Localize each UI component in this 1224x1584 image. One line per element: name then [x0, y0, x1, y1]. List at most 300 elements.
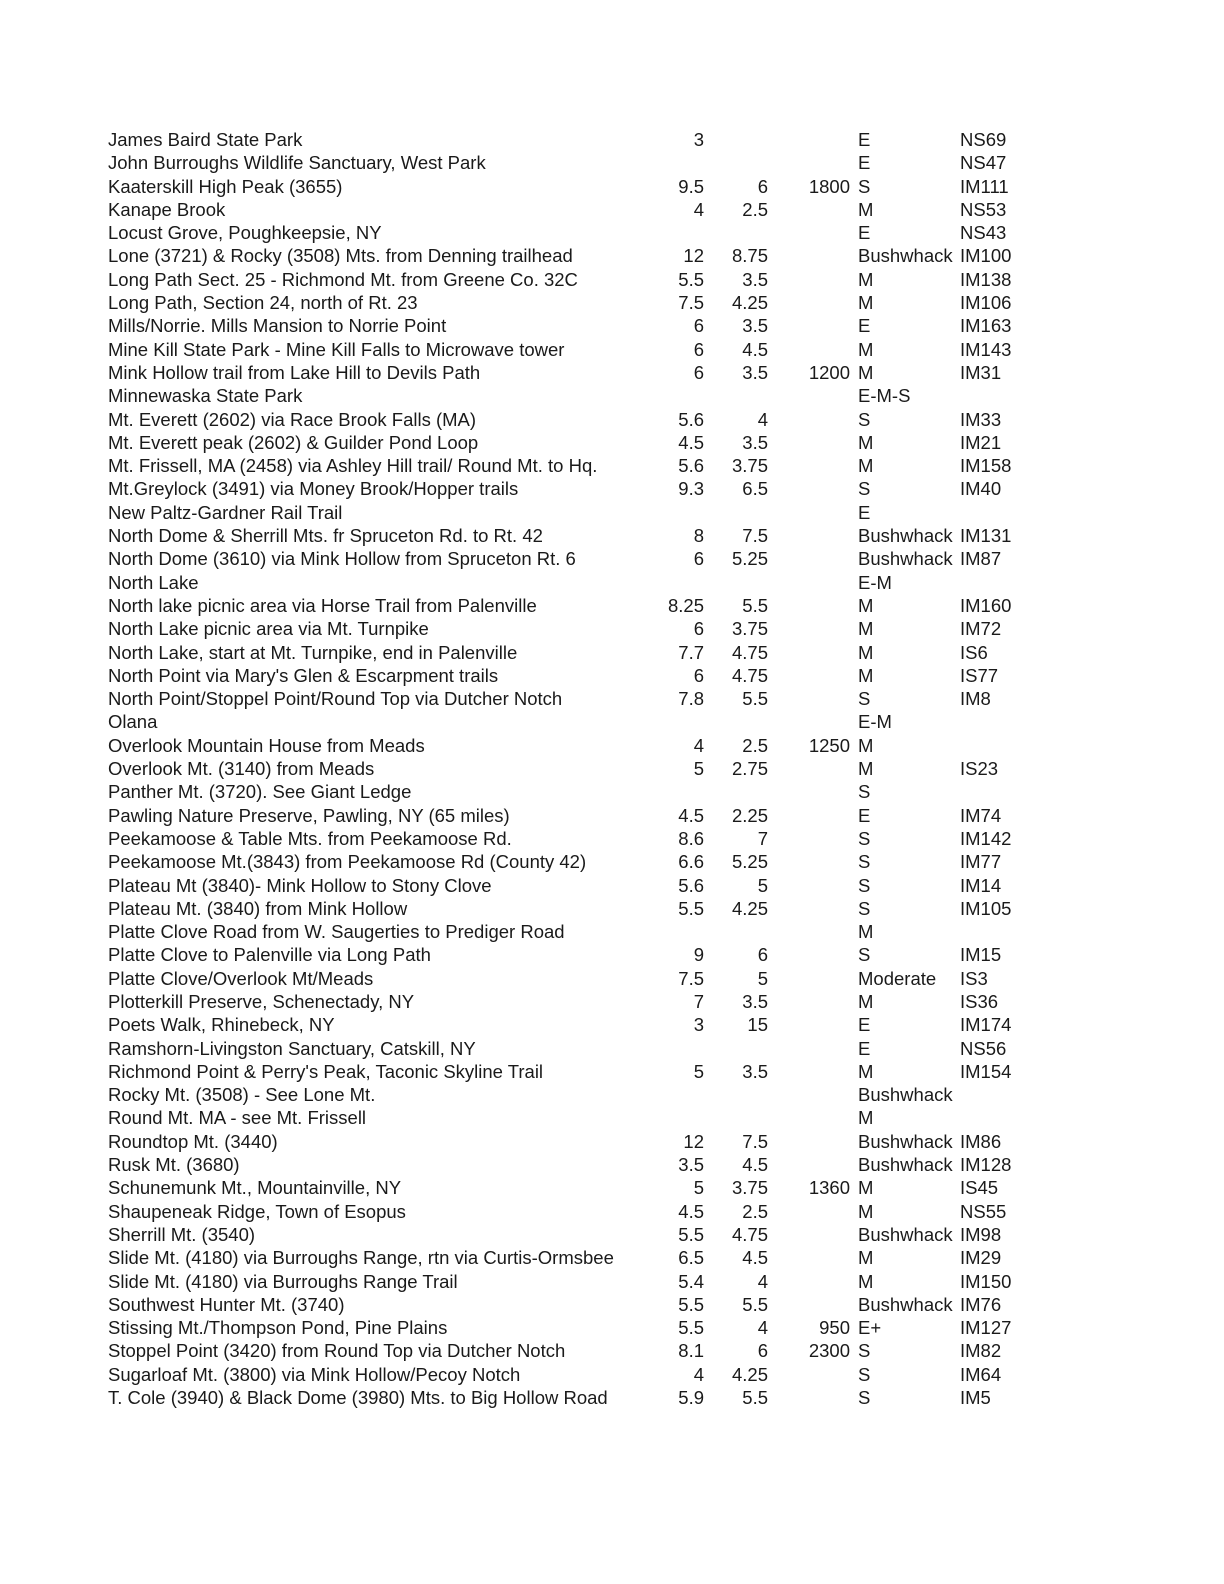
hike-code: IM64 [960, 1363, 1002, 1385]
hike-miles: 7.8 [678, 688, 704, 710]
hike-code: IM72 [960, 618, 1002, 640]
table-row [108, 408, 1118, 431]
hike-miles: 9 [693, 944, 704, 966]
hike-name: Sugarloaf Mt. (3800) via Mink Hollow/Pecoy Notch [108, 1363, 521, 1385]
hike-name: Platte Clove Road from W. Saugerties to Prediger Road [108, 921, 565, 943]
hike-miles: 9.3 [678, 478, 704, 500]
table-row [108, 1130, 1118, 1153]
hike-code: IM111 [960, 175, 1009, 197]
hike-hours: 5 [757, 874, 768, 896]
hike-hours: 4.75 [731, 664, 768, 686]
hike-code: IM160 [960, 594, 1012, 616]
hike-miles: 5.5 [678, 1293, 704, 1315]
hike-elevation: 2300 [808, 1340, 850, 1362]
hike-code: IM8 [960, 688, 991, 710]
hike-name: Stissing Mt./Thompson Pond, Pine Plains [108, 1317, 448, 1339]
hike-miles: 5.6 [678, 455, 704, 477]
hike-hours: 2.25 [731, 804, 768, 826]
hike-miles: 4 [693, 734, 704, 756]
hike-hours: 3.5 [742, 431, 768, 453]
hike-difficulty: M [858, 1107, 874, 1129]
hike-hours: 6 [757, 944, 768, 966]
hike-code: IM77 [960, 851, 1002, 873]
hike-difficulty: S [858, 1363, 871, 1385]
hike-name: Panther Mt. (3720). See Giant Ledge [108, 781, 412, 803]
hike-elevation: 1200 [808, 361, 850, 383]
hike-name: Overlook Mountain House from Meads [108, 734, 425, 756]
hike-elevation: 950 [819, 1317, 850, 1339]
table-row [108, 967, 1118, 990]
hike-hours: 4 [757, 408, 768, 430]
table-row [108, 1083, 1118, 1106]
hike-name: Mills/Norrie. Mills Mansion to Norrie Point [108, 315, 447, 337]
hike-miles: 6 [693, 338, 704, 360]
hike-code: IM74 [960, 804, 1002, 826]
hike-difficulty: M [858, 455, 874, 477]
hike-code: IM154 [960, 1060, 1012, 1082]
hike-hours: 7.5 [742, 1130, 768, 1152]
hike-miles: 9.5 [678, 175, 704, 197]
hike-miles: 7.5 [678, 967, 704, 989]
hike-miles: 5 [693, 1060, 704, 1082]
hike-name: Mt. Everett (2602) via Race Brook Falls (MA) [108, 408, 477, 430]
table-row [108, 1013, 1118, 1036]
table-row [108, 920, 1118, 943]
table-row [108, 943, 1118, 966]
hike-hours: 6.5 [742, 478, 768, 500]
hike-miles: 7.5 [678, 292, 704, 314]
table-row [108, 221, 1118, 244]
table-row [108, 431, 1118, 454]
hike-code: IM29 [960, 1247, 1002, 1269]
hike-miles: 8.6 [678, 827, 704, 849]
hike-difficulty: Bushwhack [858, 1084, 953, 1106]
hike-miles: 5.5 [678, 897, 704, 919]
hike-hours: 4 [757, 1317, 768, 1339]
hike-code: NS55 [960, 1200, 1007, 1222]
hike-difficulty: M [858, 1200, 874, 1222]
hike-name: James Baird State Park [108, 129, 303, 150]
hike-difficulty: M [858, 1270, 874, 1292]
hike-code: IM98 [960, 1223, 1002, 1245]
hike-hours: 3.75 [731, 1177, 768, 1199]
hike-code: NS56 [960, 1037, 1007, 1059]
hike-miles: 6.6 [678, 851, 704, 873]
hike-hours: 4.75 [731, 1223, 768, 1245]
hike-code: IM87 [960, 548, 1002, 570]
hike-hours: 4.25 [731, 897, 768, 919]
hike-name: Olana [108, 711, 158, 733]
hike-difficulty: E [858, 804, 871, 826]
hike-code: IS45 [960, 1177, 999, 1199]
table-row [108, 151, 1118, 174]
hike-difficulty: M [858, 198, 874, 220]
hike-code: IS36 [960, 990, 999, 1012]
table-row [108, 617, 1118, 640]
table-row [108, 128, 1118, 151]
hike-name: Lone (3721) & Rocky (3508) Mts. from Denning trailhead [108, 245, 573, 267]
hike-miles: 5.6 [678, 408, 704, 430]
hike-code: IM138 [960, 268, 1012, 290]
hike-code: IS77 [960, 664, 999, 686]
hike-hours: 4.5 [742, 1154, 768, 1176]
table-row [108, 641, 1118, 664]
hike-code: IM128 [960, 1154, 1012, 1176]
hike-miles: 7.7 [678, 641, 704, 663]
table-row [108, 1223, 1118, 1246]
hike-name: T. Cole (3940) & Black Dome (3980) Mts. to Big Hollow Road [108, 1387, 608, 1409]
hike-difficulty: S [858, 851, 871, 873]
hike-hours: 4.75 [731, 641, 768, 663]
hike-name: Platte Clove/Overlook Mt/Meads [108, 967, 374, 989]
hike-miles: 6 [693, 618, 704, 640]
hike-hours: 2.5 [742, 1200, 768, 1222]
hike-name: Mt. Frissell, MA (2458) via Ashley Hill trail/ Round Mt. to Hq. [108, 455, 598, 477]
hike-code: IM163 [960, 315, 1012, 337]
hike-difficulty: Bushwhack [858, 1223, 953, 1245]
hike-name: Platte Clove to Palenville via Long Path [108, 944, 431, 966]
hike-difficulty: M [858, 921, 874, 943]
hike-name: Plateau Mt. (3840) from Mink Hollow [108, 897, 408, 919]
hike-difficulty: S [858, 478, 871, 500]
table-row [108, 268, 1118, 291]
hike-difficulty: M [858, 664, 874, 686]
hike-difficulty: Moderate [858, 967, 937, 989]
hike-code: NS43 [960, 222, 1007, 244]
hike-name: Schunemunk Mt., Mountainville, NY [108, 1177, 402, 1199]
hike-difficulty: M [858, 292, 874, 314]
table-row [108, 594, 1118, 617]
table-row [108, 757, 1118, 780]
table-row [108, 1386, 1118, 1409]
hike-miles: 6 [693, 664, 704, 686]
hike-hours: 5.5 [742, 688, 768, 710]
table-row [108, 477, 1118, 500]
hike-miles: 5.5 [678, 1223, 704, 1245]
hike-miles: 3 [693, 129, 704, 150]
hike-hours: 8.75 [731, 245, 768, 267]
hike-name: Rocky Mt. (3508) - See Lone Mt. [108, 1084, 376, 1106]
hike-difficulty: E+ [858, 1317, 882, 1339]
hike-code: IM158 [960, 455, 1012, 477]
table-row [108, 524, 1118, 547]
table-row [108, 338, 1118, 361]
hike-miles: 4 [693, 198, 704, 220]
hike-difficulty: E-M [858, 711, 892, 733]
hike-table [108, 128, 1118, 1409]
hike-code: NS69 [960, 129, 1007, 150]
hike-difficulty: S [858, 897, 871, 919]
hike-elevation: 1800 [808, 175, 850, 197]
hike-miles: 6 [693, 315, 704, 337]
hike-difficulty: E-M-S [858, 385, 911, 407]
hike-code: IM127 [960, 1317, 1012, 1339]
hike-hours: 3.75 [731, 455, 768, 477]
hike-hours: 4.25 [731, 1363, 768, 1385]
hike-difficulty: S [858, 1387, 871, 1409]
hike-name: John Burroughs Wildlife Sanctuary, West Park [108, 152, 486, 174]
hike-name: New Paltz-Gardner Rail Trail [108, 501, 343, 523]
hike-name: Ramshorn-Livingston Sanctuary, Catskill, NY [108, 1037, 476, 1059]
hike-miles: 4 [693, 1363, 704, 1385]
table-row [108, 1176, 1118, 1199]
hike-difficulty: Bushwhack [858, 1154, 953, 1176]
table-row [108, 1270, 1118, 1293]
table-row [108, 780, 1118, 803]
hike-name: Richmond Point & Perry's Peak, Taconic Skyline Trail [108, 1060, 544, 1082]
hike-difficulty: S [858, 827, 871, 849]
hike-difficulty: M [858, 1060, 874, 1082]
hike-hours: 15 [747, 1014, 768, 1036]
hike-difficulty: S [858, 1340, 871, 1362]
hike-code: IM143 [960, 338, 1012, 360]
hike-name: North Lake, start at Mt. Turnpike, end in Palenville [108, 641, 518, 663]
hike-miles: 4.5 [678, 1200, 704, 1222]
hike-miles: 8.25 [667, 594, 704, 616]
hike-hours: 4.5 [742, 338, 768, 360]
hike-difficulty: S [858, 781, 871, 803]
hike-difficulty: S [858, 874, 871, 896]
hike-difficulty: M [858, 338, 874, 360]
hike-code: IM106 [960, 292, 1012, 314]
hike-name: Mt.Greylock (3491) via Money Brook/Hopper trails [108, 478, 519, 500]
hike-difficulty: M [858, 734, 874, 756]
hike-code: IM40 [960, 478, 1002, 500]
hike-code: IS23 [960, 758, 999, 780]
table-row [108, 1153, 1118, 1176]
hike-name: Shaupeneak Ridge, Town of Esopus [108, 1200, 406, 1222]
hike-miles: 6.5 [678, 1247, 704, 1269]
hike-difficulty: E-M [858, 571, 892, 593]
hike-difficulty: M [858, 1247, 874, 1269]
hike-hours: 2.75 [731, 758, 768, 780]
table-row [108, 244, 1118, 267]
hike-name: Pawling Nature Preserve, Pawling, NY (65 miles) [108, 804, 510, 826]
hike-difficulty: S [858, 175, 871, 197]
table-row [108, 687, 1118, 710]
hike-name: Overlook Mt. (3140) from Meads [108, 758, 375, 780]
hike-hours: 2.5 [742, 734, 768, 756]
hike-difficulty: M [858, 990, 874, 1012]
hike-name: North Point/Stoppel Point/Round Top via Dutcher Notch [108, 688, 563, 710]
hike-name: Round Mt. MA - see Mt. Frissell [108, 1107, 367, 1129]
hike-code: IM82 [960, 1340, 1002, 1362]
hike-difficulty: Bushwhack [858, 245, 953, 267]
hike-miles: 12 [683, 1130, 704, 1152]
table-row [108, 734, 1118, 757]
hike-miles: 7 [693, 990, 704, 1012]
hike-code: IM31 [960, 361, 1002, 383]
hike-difficulty: E [858, 1014, 871, 1036]
hike-hours: 5.5 [742, 1387, 768, 1409]
hike-difficulty: Bushwhack [858, 1130, 953, 1152]
hike-name: Locust Grove, Poughkeepsie, NY [108, 222, 382, 244]
hike-name: Southwest Hunter Mt. (3740) [108, 1293, 345, 1315]
hike-miles: 5.5 [678, 268, 704, 290]
hike-hours: 4.25 [731, 292, 768, 314]
hike-difficulty: Bushwhack [858, 1293, 953, 1315]
hike-miles: 3.5 [678, 1154, 704, 1176]
table-row [108, 454, 1118, 477]
hike-name: Sherrill Mt. (3540) [108, 1223, 256, 1245]
hike-hours: 6 [757, 175, 768, 197]
hike-difficulty: M [858, 618, 874, 640]
hike-elevation: 1250 [808, 734, 850, 756]
table-row [108, 1200, 1118, 1223]
table-row [108, 1106, 1118, 1129]
table-row [108, 710, 1118, 733]
table-row [108, 175, 1118, 198]
hike-hours: 3.5 [742, 315, 768, 337]
hike-name: Long Path, Section 24, north of Rt. 23 [108, 292, 418, 314]
hike-hours: 5.25 [731, 548, 768, 570]
hike-hours: 5 [757, 967, 768, 989]
hike-hours: 7 [757, 827, 768, 849]
table-row [108, 291, 1118, 314]
table-row [108, 804, 1118, 827]
hike-difficulty: E [858, 501, 871, 523]
hike-code: IM100 [960, 245, 1012, 267]
hike-name: Peekamoose Mt.(3843) from Peekamoose Rd (County 42) [108, 851, 587, 873]
hike-difficulty: E [858, 222, 871, 244]
table-row [108, 1246, 1118, 1269]
table-row [108, 384, 1118, 407]
hike-code: NS47 [960, 152, 1007, 174]
hike-miles: 8 [693, 525, 704, 547]
hike-miles: 6 [693, 548, 704, 570]
hike-miles: 5.9 [678, 1387, 704, 1409]
hike-name: Roundtop Mt. (3440) [108, 1130, 278, 1152]
hike-name: North Dome & Sherrill Mts. fr Spruceton Rd. to Rt. 42 [108, 525, 543, 547]
table-row [108, 1363, 1118, 1386]
table-row [108, 990, 1118, 1013]
hike-hours: 3.75 [731, 618, 768, 640]
hike-miles: 6 [693, 361, 704, 383]
hike-code: IS3 [960, 967, 988, 989]
table-row [108, 1316, 1118, 1339]
hike-hours: 4 [757, 1270, 768, 1292]
hike-name: Kanape Brook [108, 198, 226, 220]
hike-name: North Lake picnic area via Mt. Turnpike [108, 618, 429, 640]
table-row [108, 501, 1118, 524]
hike-miles: 4.5 [678, 804, 704, 826]
hike-difficulty: E [858, 315, 871, 337]
hike-name: North Dome (3610) via Mink Hollow from Spruceton Rt. 6 [108, 548, 576, 570]
hike-code: IS6 [960, 641, 988, 663]
hike-name: North Point via Mary's Glen & Escarpment trails [108, 664, 499, 686]
hike-name: Minnewaska State Park [108, 385, 303, 407]
hike-code: IM142 [960, 827, 1012, 849]
hike-difficulty: S [858, 408, 871, 430]
hike-hours: 3.5 [742, 1060, 768, 1082]
hike-difficulty: E [858, 1037, 871, 1059]
hike-miles: 5.6 [678, 874, 704, 896]
hike-hours: 3.5 [742, 990, 768, 1012]
table-row [108, 1060, 1118, 1083]
hike-difficulty: M [858, 361, 874, 383]
hike-name: North Lake [108, 571, 199, 593]
hike-code: IM86 [960, 1130, 1002, 1152]
hike-hours: 6 [757, 1340, 768, 1362]
hike-difficulty: M [858, 1177, 874, 1199]
hike-difficulty: Bushwhack [858, 525, 953, 547]
table-row [108, 198, 1118, 221]
hike-miles: 8.1 [678, 1340, 704, 1362]
hike-name: Peekamoose & Table Mts. from Peekamoose Rd. [108, 827, 512, 849]
table-row [108, 1339, 1118, 1362]
hike-name: Mine Kill State Park - Mine Kill Falls to Microwave tower [108, 338, 565, 360]
hike-difficulty: E [858, 129, 871, 150]
table-row [108, 361, 1118, 384]
hike-name: Slide Mt. (4180) via Burroughs Range, rtn via Curtis-Ormsbee [108, 1247, 614, 1269]
hike-miles: 5.5 [678, 1317, 704, 1339]
hike-code: IM174 [960, 1014, 1012, 1036]
hike-difficulty: Bushwhack [858, 548, 953, 570]
hike-hours: 4.5 [742, 1247, 768, 1269]
hike-miles: 5.4 [678, 1270, 704, 1292]
hike-hours: 5.5 [742, 1293, 768, 1315]
hike-name: Mt. Everett peak (2602) & Guilder Pond Loop [108, 431, 479, 453]
hike-code: IM131 [960, 525, 1012, 547]
hike-difficulty: E [858, 152, 871, 174]
hike-difficulty: M [858, 758, 874, 780]
hike-code: IM105 [960, 897, 1012, 919]
hike-hours: 5.5 [742, 594, 768, 616]
hike-hours: 2.5 [742, 198, 768, 220]
hike-code: IM21 [960, 431, 1002, 453]
hike-miles: 5 [693, 1177, 704, 1199]
hike-difficulty: M [858, 268, 874, 290]
table-row [108, 314, 1118, 337]
hike-miles: 3 [693, 1014, 704, 1036]
hike-code: IM14 [960, 874, 1002, 896]
hike-difficulty: M [858, 641, 874, 663]
hike-miles: 12 [683, 245, 704, 267]
hike-name: Kaaterskill High Peak (3655) [108, 175, 343, 197]
table-row [108, 850, 1118, 873]
hike-name: Slide Mt. (4180) via Burroughs Range Trail [108, 1270, 458, 1292]
hike-name: Rusk Mt. (3680) [108, 1154, 240, 1176]
hike-hours: 3.5 [742, 268, 768, 290]
hike-name: Plateau Mt (3840)- Mink Hollow to Stony Clove [108, 874, 492, 896]
hike-code: IM76 [960, 1293, 1002, 1315]
hike-difficulty: M [858, 594, 874, 616]
hike-difficulty: M [858, 431, 874, 453]
hike-hours: 5.25 [731, 851, 768, 873]
hike-difficulty: S [858, 688, 871, 710]
table-row [108, 827, 1118, 850]
hike-elevation: 1360 [808, 1177, 850, 1199]
hike-miles: 5 [693, 758, 704, 780]
hike-name: North lake picnic area via Horse Trail from Palenville [108, 594, 537, 616]
hike-name: Mink Hollow trail from Lake Hill to Devils Path [108, 361, 481, 383]
hike-code: NS53 [960, 198, 1007, 220]
hike-code: IM33 [960, 408, 1002, 430]
table-row [108, 571, 1118, 594]
table-row [108, 664, 1118, 687]
hike-code: IM150 [960, 1270, 1012, 1292]
hike-code: IM15 [960, 944, 1002, 966]
table-row [108, 547, 1118, 570]
hike-name: Poets Walk, Rhinebeck, NY [108, 1014, 335, 1036]
table-row [108, 1293, 1118, 1316]
hike-name: Long Path Sect. 25 - Richmond Mt. from Greene Co. 32C [108, 268, 578, 290]
hike-hours: 3.5 [742, 361, 768, 383]
table-row [108, 897, 1118, 920]
hike-miles: 4.5 [678, 431, 704, 453]
hike-hours: 7.5 [742, 525, 768, 547]
hike-name: Stoppel Point (3420) from Round Top via Dutcher Notch [108, 1340, 566, 1362]
